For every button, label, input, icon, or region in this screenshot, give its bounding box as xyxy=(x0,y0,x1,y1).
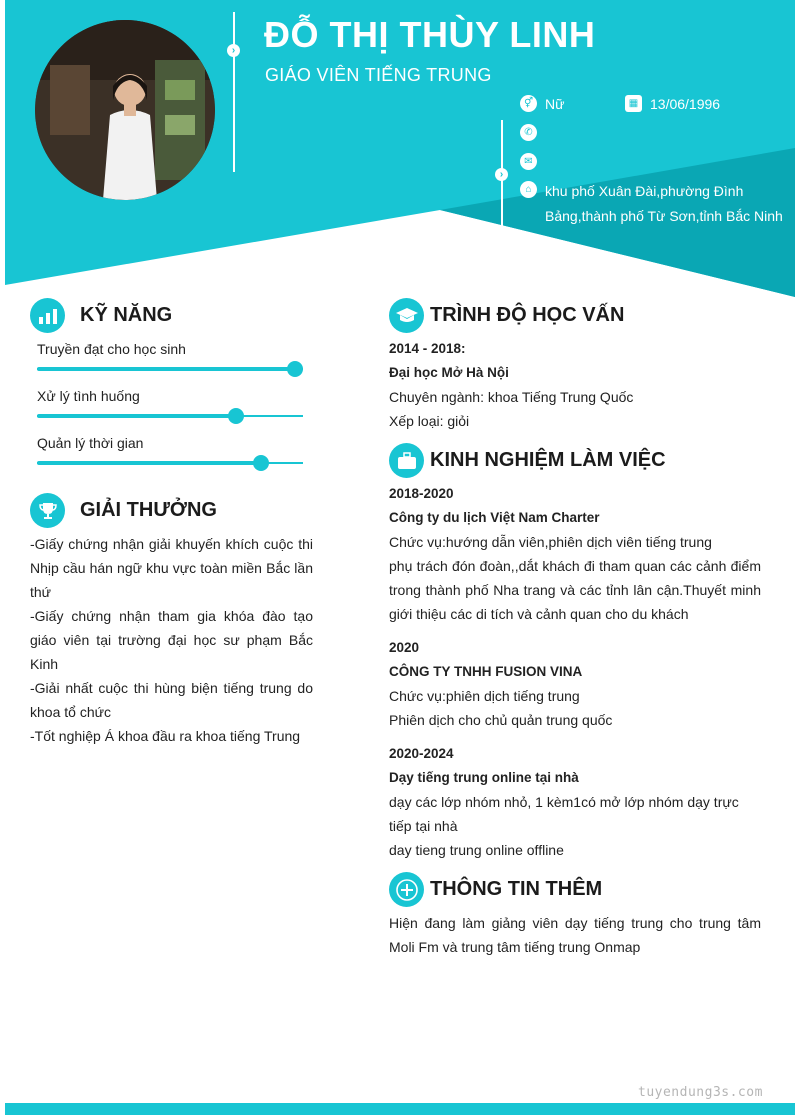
skill-label: Quản lý thời gian xyxy=(37,435,144,451)
skill-bar-fill xyxy=(37,367,295,371)
bar-chart-icon xyxy=(30,298,65,333)
education-heading: TRÌNH ĐỘ HỌC VẤN xyxy=(430,304,625,326)
gender-value: Nữ xyxy=(545,96,565,112)
header-divider-line xyxy=(233,12,235,172)
education-period: 2014 - 2018: xyxy=(389,341,466,356)
job-description: day tieng trung online offline xyxy=(389,842,564,858)
chevron-right-icon: › xyxy=(495,168,508,181)
skill-bar-fill xyxy=(37,461,261,465)
awards-heading: GIẢI THƯỞNG xyxy=(80,499,217,521)
footer-bar xyxy=(5,1103,795,1115)
job-role: dạy các lớp nhóm nhỏ, 1 kèm1có mở lớp nhóm dạy trực tiếp tại nhà xyxy=(389,794,739,834)
education-grade: Xếp loại: giỏi xyxy=(389,413,470,429)
calendar-icon: ▦ xyxy=(625,95,642,112)
job-company: Dạy tiếng trung online tại nhà xyxy=(389,770,579,785)
award-item: -Tốt nghiệp Á khoa đầu ra khoa tiếng Trung xyxy=(30,728,301,744)
experience-job xyxy=(389,482,761,626)
job-period: 2018-2020 xyxy=(389,486,454,501)
job-company: CÔNG TY TNHH FUSION VINA xyxy=(389,664,583,679)
home-icon: ⌂ xyxy=(520,181,537,198)
skill-bar xyxy=(37,462,303,464)
award-item: -Giải nhất cuộc thi hùng biện tiếng trung do khoa tổ chức xyxy=(30,680,313,720)
award-item: -Giấy chứng nhận giải khuyến khích cuộc thi Nhịp cầu hán ngữ khu vực toàn miền Bắc lần thứ xyxy=(30,536,313,600)
skill-bar-handle xyxy=(287,361,303,377)
phone-icon: ✆ xyxy=(520,124,537,141)
skill-label: Truyền đạt cho học sinh xyxy=(37,341,186,357)
experience-heading: KINH NGHIỆM LÀM VIỆC xyxy=(430,449,666,471)
extra-info-heading: THÔNG TIN THÊM xyxy=(430,878,603,900)
skill-bar xyxy=(37,368,303,370)
briefcase-icon xyxy=(389,443,424,478)
candidate-title: GIÁO VIÊN TIẾNG TRUNG xyxy=(265,65,492,85)
education-major: Chuyên ngành: khoa Tiếng Trung Quốc xyxy=(389,389,634,405)
skill-label: Xử lý tình huống xyxy=(37,388,140,404)
address-line-2: Bảng,thành phố Từ Sơn,tỉnh Bắc Ninh xyxy=(545,208,783,224)
education-school: Đại học Mở Hà Nội xyxy=(389,365,509,380)
gender-icon: ⚥ xyxy=(520,95,537,112)
education-block xyxy=(389,337,761,433)
experience-job xyxy=(389,742,761,862)
candidate-name: ĐỖ THỊ THÙY LINH xyxy=(264,14,596,55)
extra-info-text: Hiện đang làm giảng viên dạy tiếng trung cho trung tâm Moli Fm và trung tâm tiếng trung Onmap xyxy=(389,915,761,955)
job-description: phụ trách đón đoàn,,dắt khách đi tham quan các cảnh điểm trong thành phố Nha trang và các tỉnh lân cận.Thuyết minh giới thiệu các di tích và cảnh quan cho du khách xyxy=(389,558,761,622)
chevron-right-icon: › xyxy=(227,44,240,57)
trophy-icon xyxy=(30,493,65,528)
profile-photo xyxy=(35,20,215,200)
skill-bar xyxy=(37,415,303,417)
watermark: tuyendung3s.com xyxy=(638,1085,763,1100)
graduation-cap-icon xyxy=(389,298,424,333)
awards-list xyxy=(30,532,313,748)
plus-circle-icon xyxy=(389,872,424,907)
job-period: 2020 xyxy=(389,640,420,655)
job-role: Chức vụ:hướng dẫn viên,phiên dịch viên tiếng trung xyxy=(389,534,712,550)
award-item: -Giấy chứng nhận tham gia khóa đào tạo giáo viên tại trường đại học sư phạm Bắc Kinh xyxy=(30,608,313,672)
envelope-icon: ✉ xyxy=(520,153,537,170)
job-period: 2020-2024 xyxy=(389,746,454,761)
skills-heading: KỸ NĂNG xyxy=(80,304,173,326)
address-line-1: khu phố Xuân Đài,phường Đình xyxy=(545,183,744,199)
job-company: Công ty du lịch Việt Nam Charter xyxy=(389,510,600,525)
skill-bar-fill xyxy=(37,414,236,418)
job-role: Chức vụ:phiên dịch tiếng trung xyxy=(389,688,580,704)
skill-bar-handle xyxy=(228,408,244,424)
skill-bar-handle xyxy=(253,455,269,471)
job-description: Phiên dịch cho chủ quản trung quốc xyxy=(389,712,613,728)
experience-job xyxy=(389,636,761,732)
dob-value: 13/06/1996 xyxy=(650,96,721,112)
